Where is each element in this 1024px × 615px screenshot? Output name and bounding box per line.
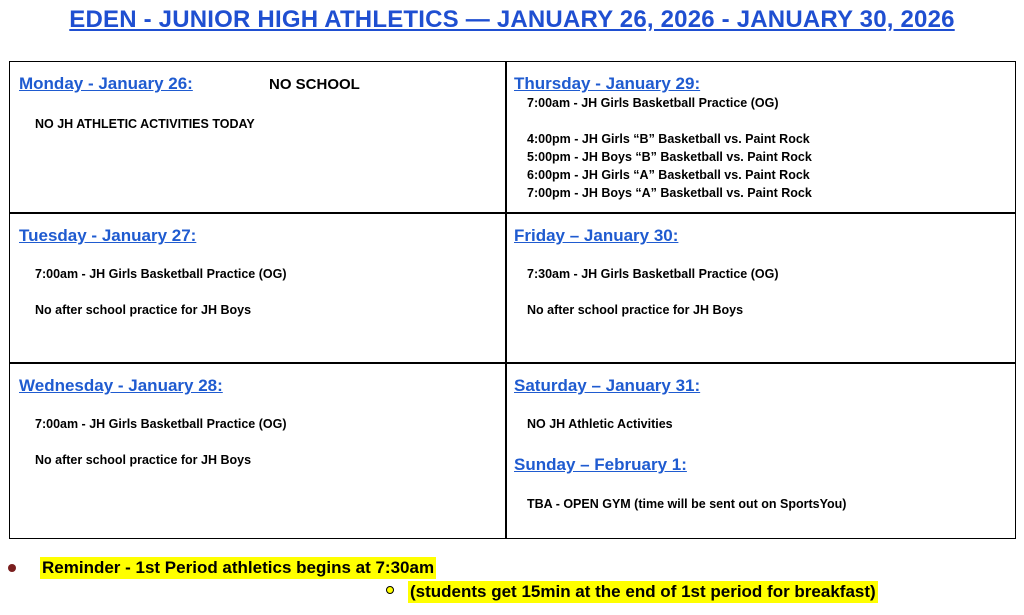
weekend-cell [507, 363, 1015, 538]
no-school-label: NO SCHOOL [269, 76, 360, 93]
reminder-subtext: (students get 15min at the end of 1st period for breakfast) [410, 582, 876, 601]
thursday-line: 7:00pm - JH Boys “A” Basketball vs. Paint Rock [527, 186, 812, 200]
friday-line: 7:30am - JH Girls Basketball Practice (OG) [527, 267, 779, 281]
tuesday-line: No after school practice for JH Boys [35, 303, 252, 317]
friday-heading: Friday – January 30: [514, 226, 679, 245]
thursday-line: 6:00pm - JH Girls “A” Basketball vs. Paint Rock [527, 168, 810, 182]
tuesday-line: 7:00am - JH Girls Basketball Practice (OG) [35, 267, 287, 281]
schedule-table [9, 61, 1016, 539]
thursday-line: 4:00pm - JH Girls “B” Basketball vs. Paint Rock [527, 132, 810, 146]
sunday-heading: Sunday – February 1: [514, 455, 687, 474]
wednesday-cell [10, 363, 505, 538]
sunday-line: TBA - OPEN GYM (time will be sent out on SportsYou) [527, 497, 847, 511]
tuesday-heading: Tuesday - January 27: [19, 226, 197, 245]
reminder-section [0, 552, 1024, 612]
bullet-dot-icon [8, 564, 16, 572]
wednesday-heading: Wednesday - January 28: [19, 376, 223, 395]
thursday-heading: Thursday - January 29: [514, 74, 701, 93]
friday-cell [507, 213, 1015, 362]
reminder-text: Reminder - 1st Period athletics begins at 7:30am [42, 558, 435, 577]
thursday-line: 5:00pm - JH Boys “B” Basketball vs. Paint Rock [527, 150, 812, 164]
wednesday-line: 7:00am - JH Girls Basketball Practice (OG) [35, 417, 287, 431]
friday-line: No after school practice for JH Boys [527, 303, 744, 317]
page-title: EDEN - JUNIOR HIGH ATHLETICS — JANUARY 26, 2026 - JANUARY 30, 2026 [69, 6, 955, 33]
thursday-cell [507, 62, 1015, 212]
monday-line: NO JH ATHLETIC ACTIVITIES TODAY [35, 117, 255, 131]
monday-cell [10, 62, 505, 212]
tuesday-cell [10, 213, 505, 362]
monday-heading: Monday - January 26: [19, 74, 193, 93]
wednesday-line: No after school practice for JH Boys [35, 453, 252, 467]
thursday-line: 7:00am - JH Girls Basketball Practice (OG) [527, 96, 779, 110]
bullet-circle-icon [386, 586, 394, 594]
saturday-heading: Saturday – January 31: [514, 376, 701, 395]
saturday-line: NO JH Athletic Activities [527, 417, 673, 431]
